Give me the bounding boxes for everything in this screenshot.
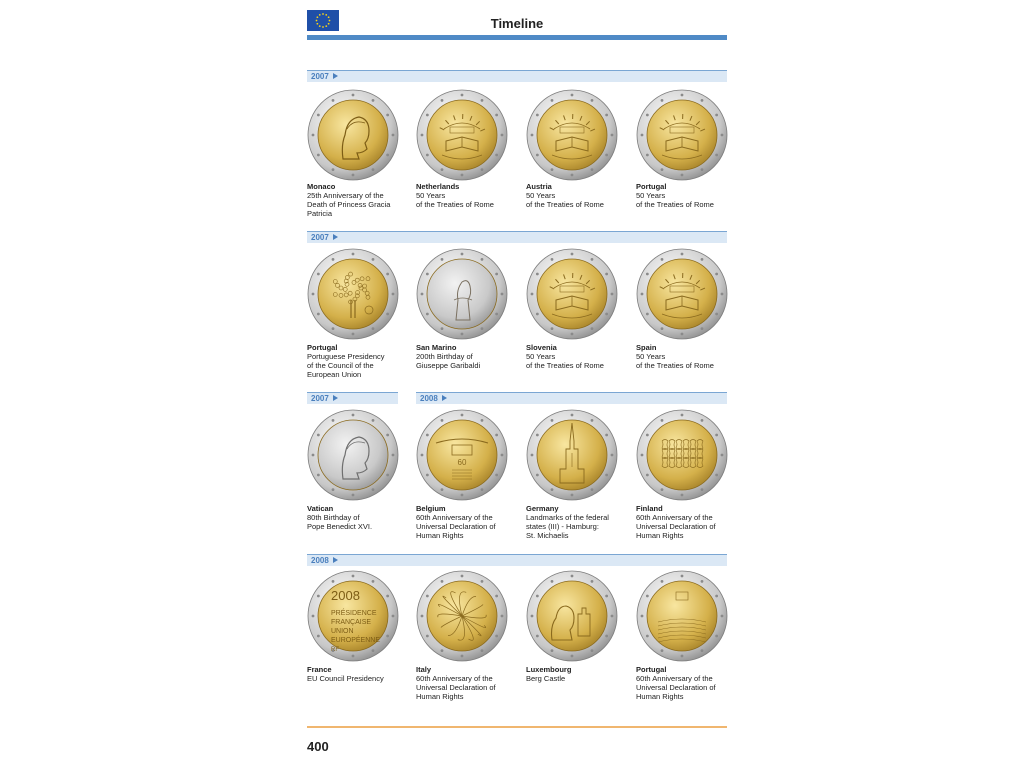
coin-treaty-icon [416, 89, 508, 181]
coin-description: Landmarks of the federal states (III) - Hamburg: St. Michaelis [526, 513, 609, 540]
coin-caption [636, 182, 728, 209]
coin-portrait-silver-icon [307, 409, 399, 501]
coin-description: Portuguese Presidency of the Council of the European Union [307, 352, 385, 379]
svg-text:EUROPÉENNE: EUROPÉENNE [331, 637, 381, 644]
coin-country: Luxembourg [526, 665, 572, 674]
coin-portrait-castle-icon [526, 570, 618, 662]
coin-caption [526, 504, 618, 540]
coin-caption [416, 665, 508, 701]
coin-description: 50 Years of the Treaties of Rome [636, 352, 714, 370]
coin-text-icon [307, 570, 399, 662]
year-label: 2007 [311, 394, 329, 403]
coin-description: Berg Castle [526, 674, 566, 683]
coin-description: EU Council Presidency [307, 674, 384, 683]
coin-puzzle-icon [636, 409, 728, 501]
coin-caption [526, 665, 618, 683]
coin-country: France [307, 665, 332, 674]
coin-country: Netherlands [416, 182, 460, 191]
coin-description: 50 Years of the Treaties of Rome [636, 191, 714, 209]
coin-caption [636, 665, 728, 701]
coin-declaration-icon [416, 409, 508, 501]
footer-divider [307, 726, 727, 728]
svg-text:PRÉSIDENCE: PRÉSIDENCE [331, 610, 377, 617]
coin-description: 50 Years of the Treaties of Rome [416, 191, 494, 209]
coin-country: Portugal [636, 182, 667, 191]
year-bar [307, 70, 727, 82]
coin-figure-icon [416, 248, 508, 340]
coin-description: 200th Birthday of Giuseppe Garibaldi [416, 352, 481, 370]
coin-tree-icon [307, 248, 399, 340]
coin-country: Spain [636, 343, 657, 352]
coin-caption [307, 182, 399, 218]
coin-portrait-icon [307, 89, 399, 181]
coin-caption [307, 343, 399, 379]
coin-country: Austria [526, 182, 552, 191]
year-bar [307, 392, 398, 404]
coin-country: Germany [526, 504, 559, 513]
year-bar [416, 392, 727, 404]
year-bar [307, 231, 727, 243]
svg-text:2008: 2008 [331, 588, 360, 603]
svg-text:FRANÇAISE: FRANÇAISE [331, 619, 372, 626]
svg-text:RF: RF [331, 647, 339, 653]
coin-description: 25th Anniversary of the Death of Princess Gracia Patricia [307, 191, 391, 218]
arrow-right-icon [442, 395, 447, 401]
coin-country: Finland [636, 504, 663, 513]
year-label: 2007 [311, 72, 329, 81]
coin-treaty-icon [636, 89, 728, 181]
coin-landscape-icon [636, 570, 728, 662]
coin-country: Vatican [307, 504, 334, 513]
coin-church-icon [526, 409, 618, 501]
coin-country: Portugal [636, 665, 667, 674]
coin-caption [636, 343, 728, 370]
arrow-right-icon [333, 557, 338, 563]
coin-country: Belgium [416, 504, 446, 513]
coin-caption [526, 343, 618, 370]
title-divider [307, 35, 727, 40]
svg-text:UNION: UNION [331, 628, 354, 635]
coin-description: 60th Anniversary of the Universal Declaration of Human Rights [636, 674, 716, 701]
coin-country: San Marino [416, 343, 457, 352]
coin-caption [526, 182, 618, 209]
coin-treaty-icon [526, 89, 618, 181]
coin-country: Portugal [307, 343, 338, 352]
page-title: Timeline [490, 16, 544, 31]
coin-caption [416, 343, 508, 370]
arrow-right-icon [333, 234, 338, 240]
year-bar [307, 554, 727, 566]
coin-caption [307, 665, 399, 683]
coin-country: Slovenia [526, 343, 557, 352]
page-number: 400 [307, 739, 329, 754]
coin-treaty-icon [636, 248, 728, 340]
year-label: 2008 [311, 556, 329, 565]
coin-caption [416, 504, 508, 540]
arrow-right-icon [333, 73, 338, 79]
coin-description: 50 Years of the Treaties of Rome [526, 352, 604, 370]
coin-treaty-icon [526, 248, 618, 340]
coin-description: 80th Birthday of Pope Benedict XVI. [307, 513, 373, 531]
coin-country: Monaco [307, 182, 336, 191]
coin-pattern-icon [416, 570, 508, 662]
arrow-right-icon [333, 395, 338, 401]
coin-description: 60th Anniversary of the Universal Declaration of Human Rights [636, 513, 716, 540]
svg-text:60: 60 [457, 458, 467, 467]
coin-caption [416, 182, 508, 209]
coin-description: 60th Anniversary of the Universal Declaration of Human Rights [416, 513, 496, 540]
coin-country: Italy [416, 665, 432, 674]
year-label: 2007 [311, 233, 329, 242]
year-label: 2008 [420, 394, 438, 403]
coin-caption [636, 504, 728, 540]
coin-description: 60th Anniversary of the Universal Declaration of Human Rights [416, 674, 496, 701]
coin-description: 50 Years of the Treaties of Rome [526, 191, 604, 209]
coin-caption [307, 504, 399, 531]
